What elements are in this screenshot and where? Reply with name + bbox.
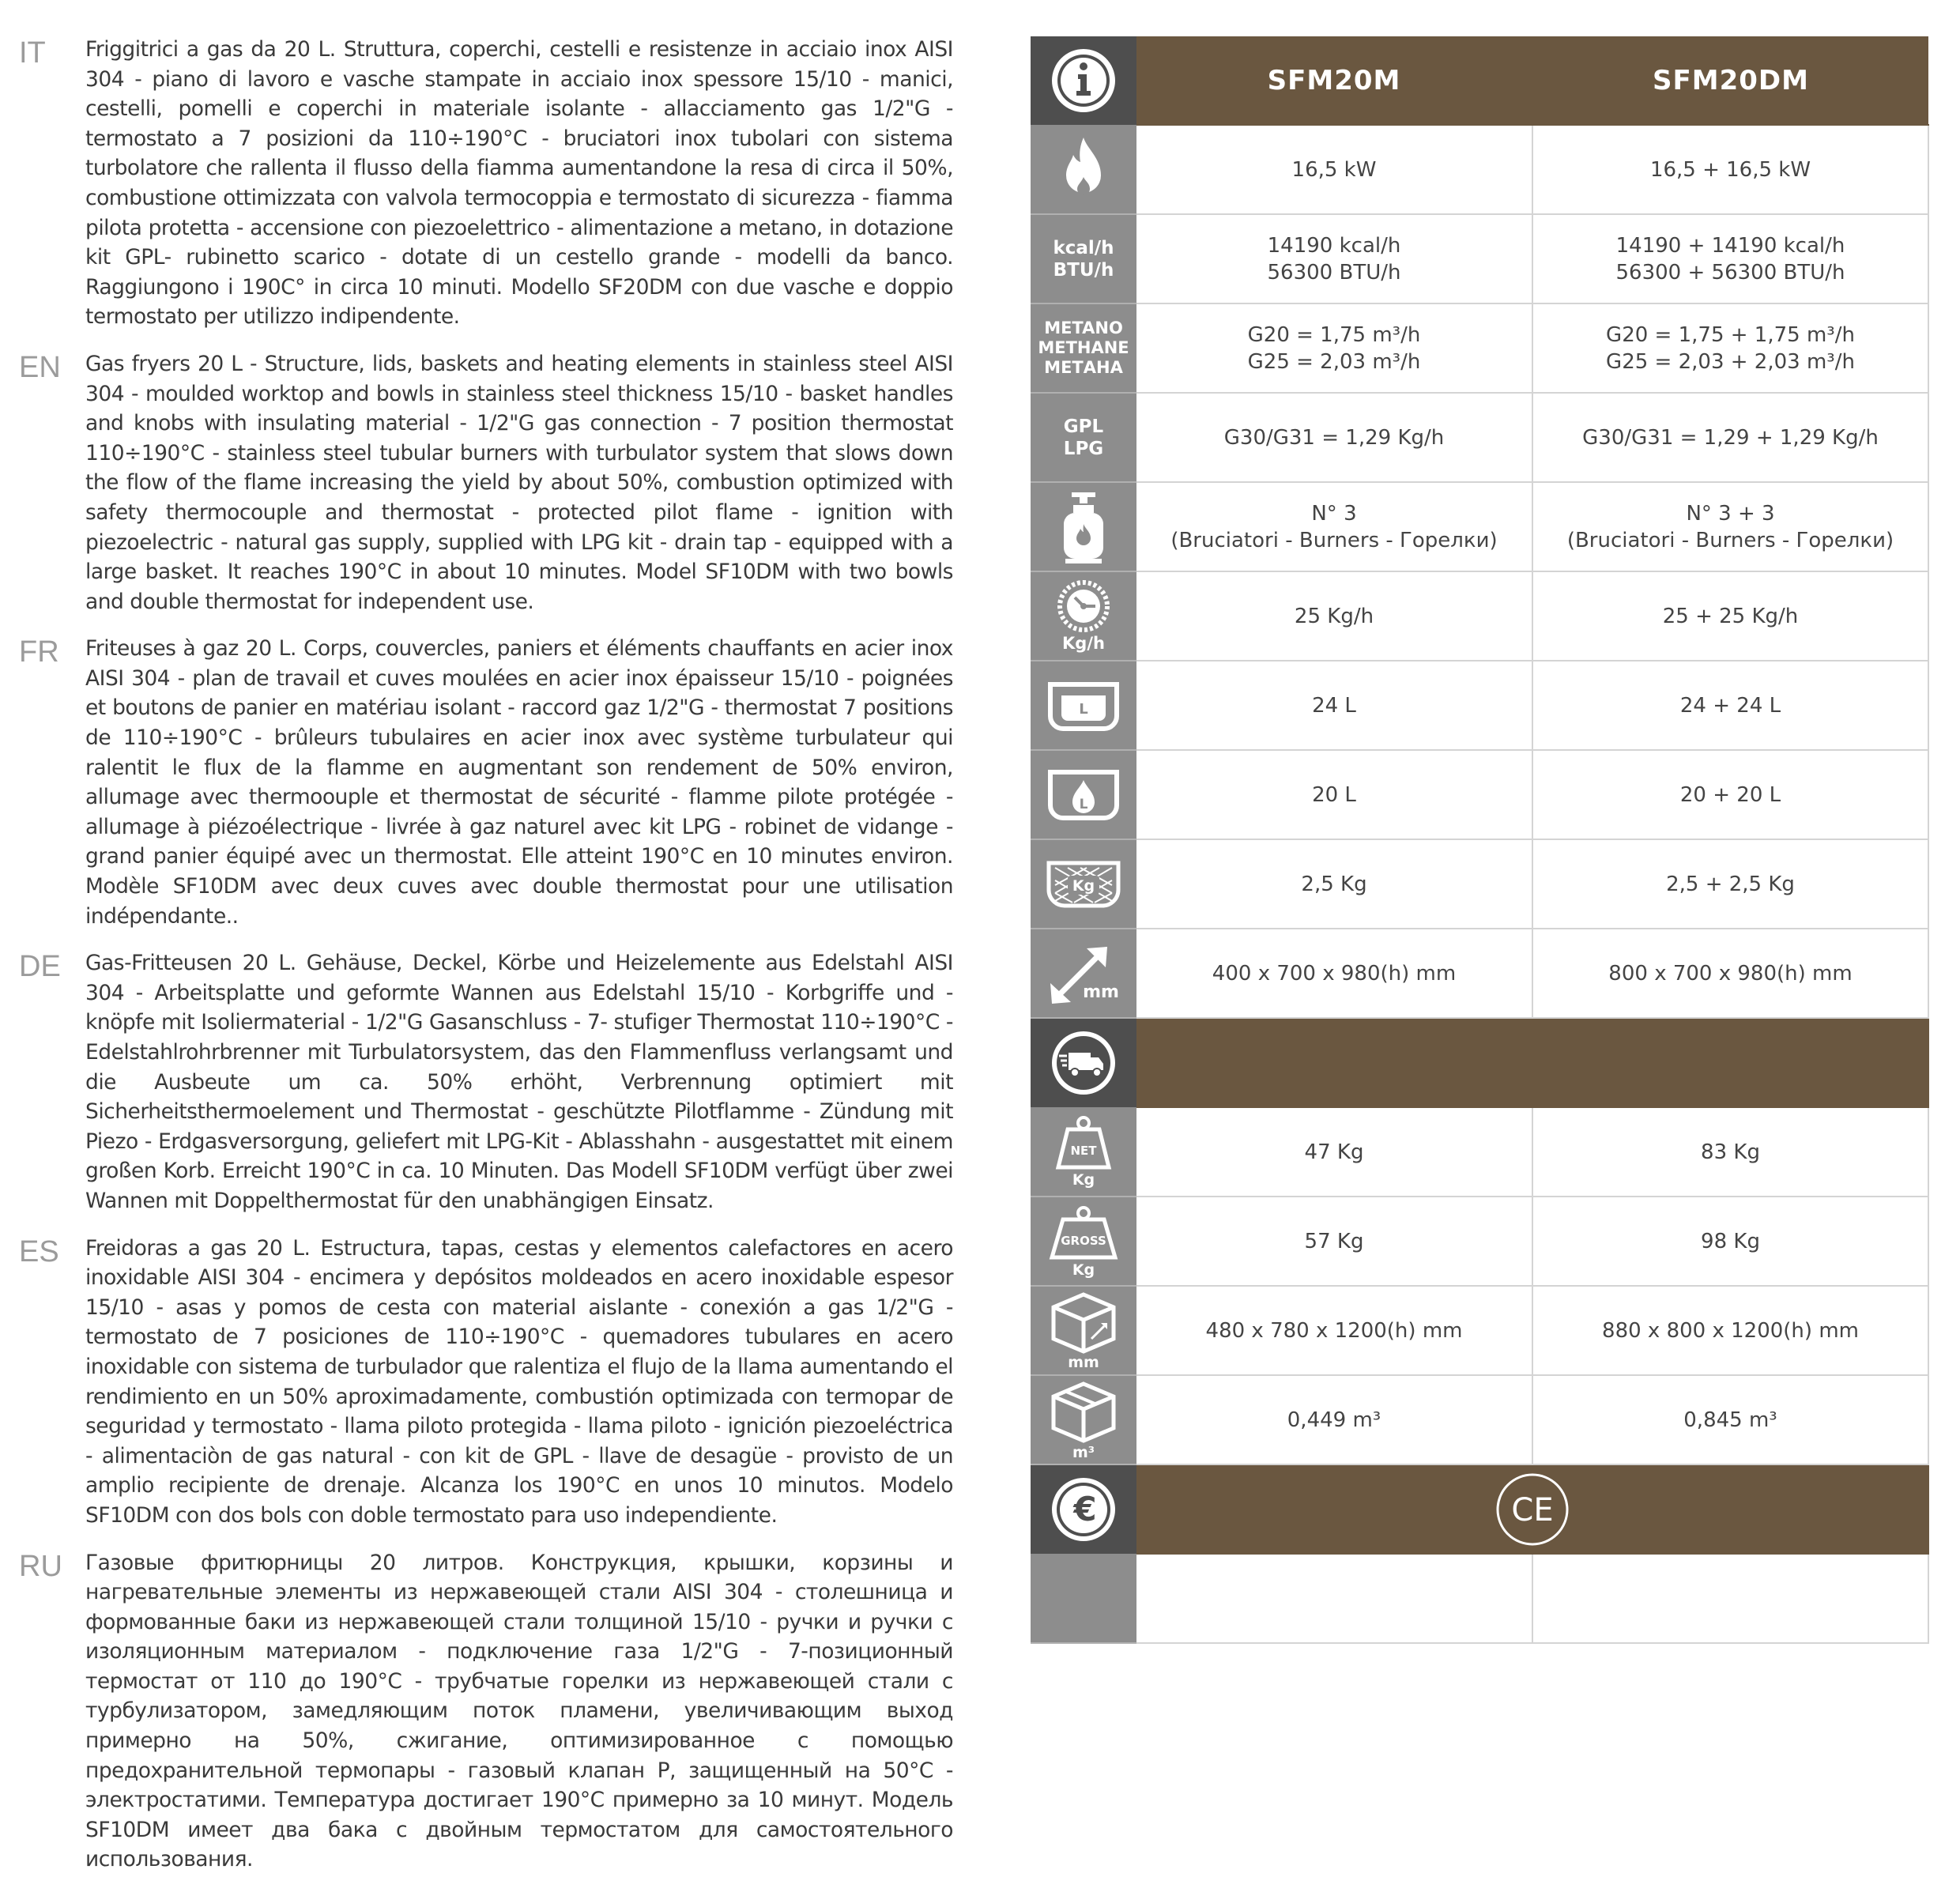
table-row [1031, 125, 1928, 214]
unit-label: Kg [1072, 1261, 1095, 1279]
table-row [1031, 1197, 1928, 1286]
table-row [1031, 303, 1928, 393]
shipping-section-row [1031, 1018, 1928, 1107]
spec-value [1136, 214, 1532, 303]
description-de [19, 948, 959, 1215]
delivery-truck-icon [1031, 1018, 1136, 1107]
price-row [1031, 1554, 1928, 1643]
unit-label: mm [1068, 1353, 1099, 1370]
tank-capacity-icon [1031, 661, 1136, 750]
spec-value [1136, 303, 1532, 393]
spec-value: 47 Kg [1136, 1107, 1532, 1197]
spec-value [1532, 482, 1928, 571]
net-weight-icon [1031, 1107, 1136, 1197]
gross-weight-icon [1031, 1197, 1136, 1286]
description-text: Freidoras a gas 20 L. Estructura, tapas, cestas y elementos calefactores en acero inoxidable AISI 304 - encimera y depósitos moldeados en acero inoxidable espesor 15/10 - asas y pomos de cesta con material aislante - conexión a gas 1/2"G - termostato de 7 posiciones de 110÷190°C - quemadores tubulares en acero inoxidable con sistema de turbulador que ralentiza el flujo de la llama aumentando el rendimiento en un 50% aproximadamente, combustión optimizada con termopar de seguridad y termostato - llama piloto protegida - llama piloto - ignición piezoeléctrica - alimentaciòn de gas natural - con kit de GPL - llave de desagüe - provisto de un amplio recipiente de drenaje. Alcanza los 190°C en unos 10 minutos. Modelo SF10DM con dos bols con doble termostato para uso independiente. [85, 1235, 953, 1528]
spec-value [1532, 214, 1928, 303]
unit-label: BTU/h [1053, 259, 1114, 281]
flame-icon [1031, 125, 1136, 214]
spec-value: G30/G31 = 1,29 Kg/h [1136, 393, 1532, 482]
package-volume-icon [1031, 1375, 1136, 1464]
language-code: IT [19, 36, 46, 70]
unit-label: Kg [1072, 1171, 1095, 1189]
language-code: RU [19, 1549, 62, 1583]
description-text: Gas-Fritteusen 20 L. Gehäuse, Deckel, Körbe und Heizelemente aus Edelstahl AISI 304 - Arbeitsplatte und geformte Wannen aus Edelstahl 15/10 - Korbgriffe und -knöpfe mit Isoliermaterial - 1/2"G Gasanschluss - 7- stufiger Thermostat 110÷190°C - Edelstahlrohrbrenner mit Turbulatorsystem, das den Flammenfluss verlangsamt und die Ausbeute um ca. 50% erhöht, Verbrennung optimiert mit Sicherheitsthermoelement und Thermostat - geschützte Pilotflamme - Zündung mit Piezo - Erdgasversorgung, geliefert mit LPG-Kit - Ablasshahn - ausgestattet mit einem großen Korb. Erreicht 190°C in ca. 10 Minuten. Das Modell SF10DM verfügt über zwei Wannen mit Doppelthermostat für den unabhängigen Einsatz. [85, 951, 953, 1213]
table-header-row [1031, 36, 1928, 125]
table-row [1031, 1286, 1928, 1375]
spec-value: 20 + 20 L [1532, 750, 1928, 839]
value-line: G20 = 1,75 m³/h G25 = 2,03 m³/h [1247, 322, 1421, 374]
description-ru [19, 1548, 959, 1875]
model-header: SFM20DM [1532, 36, 1928, 125]
basket-capacity-icon [1031, 839, 1136, 929]
description-fr [19, 634, 959, 931]
unit-label: m³ [1072, 1443, 1095, 1460]
euro-icon [1031, 1464, 1136, 1554]
spec-value: 0,845 m³ [1532, 1375, 1928, 1464]
spec-value: 57 Kg [1136, 1197, 1532, 1286]
package-dimensions-icon [1031, 1286, 1136, 1375]
spec-value: 16,5 kW [1136, 125, 1532, 214]
section-cell [1136, 1018, 1532, 1107]
info-icon [1031, 36, 1136, 125]
spec-value: 0,449 m³ [1136, 1375, 1532, 1464]
spec-value: 2,5 Kg [1136, 839, 1532, 929]
descriptions [19, 35, 959, 1892]
kcal-btu-label [1031, 214, 1136, 303]
unit-label: Kg [1072, 876, 1095, 895]
description-it [19, 35, 959, 332]
description-es [19, 1234, 959, 1531]
description-en [19, 349, 959, 616]
language-code: ES [19, 1234, 59, 1268]
price-value [1136, 1554, 1532, 1643]
value-line: N° 3 (Bruciatori - Burners - Горелки) [1170, 501, 1498, 552]
spec-value: 24 L [1136, 661, 1532, 750]
ce-mark-label: CE [1511, 1492, 1554, 1528]
spec-value: 25 + 25 Kg/h [1532, 571, 1928, 661]
spec-value: 25 Kg/h [1136, 571, 1532, 661]
gas-label: МЕТАНА [1044, 358, 1123, 377]
value-line: N° 3 + 3 (Bruciatori - Burners - Горелки) [1566, 501, 1894, 552]
ce-mark-icon [1494, 1472, 1570, 1547]
unit-label: Kg/h [1062, 634, 1105, 653]
spec-value: 98 Kg [1532, 1197, 1928, 1286]
table-row [1031, 929, 1928, 1018]
price-section-row [1031, 1464, 1928, 1554]
methane-label [1031, 303, 1136, 393]
unit-label: mm [1083, 982, 1119, 1002]
unit-label: L [1079, 700, 1088, 718]
production-gauge-icon [1031, 571, 1136, 661]
language-code: EN [19, 350, 61, 384]
spec-value: 16,5 + 16,5 kW [1532, 125, 1928, 214]
table-row [1031, 839, 1928, 929]
spec-value: 880 x 800 x 1200(h) mm [1532, 1286, 1928, 1375]
table-row [1031, 571, 1928, 661]
weight-label: NET [1070, 1144, 1097, 1158]
value-line: 14190 kcal/h 56300 BTU/h [1267, 233, 1401, 285]
table-row [1031, 482, 1928, 571]
gas-label: METANO [1044, 318, 1123, 337]
language-code: DE [19, 950, 61, 984]
spec-value: 83 Kg [1532, 1107, 1928, 1197]
table-row [1031, 1107, 1928, 1197]
spec-table [1031, 36, 1929, 1644]
table-row [1031, 1375, 1928, 1464]
spec-value: 2,5 + 2,5 Kg [1532, 839, 1928, 929]
value-line: G20 = 1,75 + 1,75 m³/h G25 = 2,03 + 2,03 m³/h [1606, 322, 1855, 374]
section-cell [1532, 1018, 1928, 1107]
weight-label: GROSS [1061, 1233, 1106, 1248]
description-text: Gas fryers 20 L - Structure, lids, baskets and heating elements in stainless steel AISI 304 - moulded worktop and bowls in stainless steel thickness 15/10 - basket handles and knobs with insulating material - 1/2"G gas connection - 7 position thermostat 110÷190°C - stainless steel tubular burners with turbulator system that slows down the flow of the flame increasing the yield by about 50%, combustion optimized with safety thermocouple and thermostat - protected pilot flame - ignition with piezoelectric - natural gas supply, supplied with LPG kit - drain tap - equipped with a large basket. It reaches 190°C in about 10 minutes. Model SF10DM with two bowls and double thermostat for independent use. [85, 351, 953, 614]
model-header: SFM20M [1136, 36, 1532, 125]
spec-value [1532, 303, 1928, 393]
ce-mark-cell [1136, 1464, 1928, 1554]
oil-capacity-icon [1031, 750, 1136, 839]
description-text: Friteuses à gaz 20 L. Corps, couvercles, paniers et éléments chauffants en acier inox AISI 304 - plan de travail et cuves moulées en acier inox épaisseur 15/10 - poignées et boutons de panier en matériau isolant - raccord gaz 1/2"G - thermostat 7 positions de 110÷190°C - brûleurs tubulaires en acier inox avec système turbulateur qui ralentit le flux de la flamme en augmentant son rendement de 50% environ, allumage avec thermoouple et thermostat de sécurité - flamme pilote protégée - allumage à piézoélectrique - livrée à gaz naturel avec kit LPG - robinet de vidange - grand panier équipé avec un thermostat. Elle atteint 190°C en 10 minutes environ. Modèle SF10DM avec deux cuves avec double thermostat pour une utilisation indépendante.. [85, 636, 953, 929]
table-row [1031, 661, 1928, 750]
spec-value: G30/G31 = 1,29 + 1,29 Kg/h [1532, 393, 1928, 482]
unit-label: L [1079, 796, 1088, 812]
lpg-label [1031, 393, 1136, 482]
gas-label: LPG [1063, 438, 1104, 459]
spec-value: 800 x 700 x 980(h) mm [1532, 929, 1928, 1018]
unit-label: kcal/h [1053, 237, 1114, 258]
table-row [1031, 750, 1928, 839]
table-row [1031, 393, 1928, 482]
spec-value [1136, 482, 1532, 571]
gas-cylinder-icon [1031, 482, 1136, 571]
value-line: 14190 + 14190 kcal/h 56300 + 56300 BTU/h [1615, 233, 1845, 285]
spec-value: 24 + 24 L [1532, 661, 1928, 750]
table-row [1031, 214, 1928, 303]
svg-text:€: € [1073, 1490, 1097, 1528]
dimensions-icon [1031, 929, 1136, 1018]
gas-label: METHANE [1038, 338, 1129, 357]
spec-value: 480 x 780 x 1200(h) mm [1136, 1286, 1532, 1375]
empty-icon-cell [1031, 1554, 1136, 1643]
language-code: FR [19, 635, 59, 669]
description-text: Friggitrici a gas da 20 L. Struttura, coperchi, cestelli e resistenze in acciaio inox AISI 304 - piano di lavoro e vasche stampate in acciaio inox spessore 15/10 - manici, cestelli, pomelli e coperchi in materiale isolante - allacciamento gas 1/2"G - termostato a 7 posizioni da 110÷190°C - bruciatori inox tubolari con sistema turbolatore che rallenta il flusso della fiamma aumentandone la resa di circa il 50%, combustione ottimizzata con valvola termocoppia e termostato di sicurezza - fiamma pilota protetta - accensione con piezoelettrico - alimentazione a metano, in dotazione kit GPL- rubinetto scarico - dotate di un cestello grande - modelli da banco. Raggiungono i 190C° in circa 10 minuti. Modello SF20DM con due vasche e doppio termostato per utilizzo indipendente. [85, 37, 953, 330]
spec-value: 400 x 700 x 980(h) mm [1136, 929, 1532, 1018]
price-value [1532, 1554, 1928, 1643]
spec-value: 20 L [1136, 750, 1532, 839]
description-text: Газовые фритюрницы 20 литров. Конструкция, крышки, корзины и нагревательные элементы из нержавеющей стали AISI 304 - столешница и формованные баки из нержавеющей стали толщиной 15/10 - ручки и ручки с изоляционным материалом - подключение газа 1/2"G - 7-позиционный термостат от 110 до 190°C - трубчатые горелки из нержавеющей стали с турбулизатором, замедляющим поток пламени, увеличивающим выход примерно на 50%, сжигание, оптимизированное с помощью предохранительной термопары - газовый клапан P, защищенный на 50°C - электростатими. Температура достигает 190°C примерно за 10 минут. Модель SF10DM имеет два бака с двойным термостатом для самостоятельного использования. [85, 1550, 953, 1872]
gas-label: GPL [1063, 416, 1104, 437]
